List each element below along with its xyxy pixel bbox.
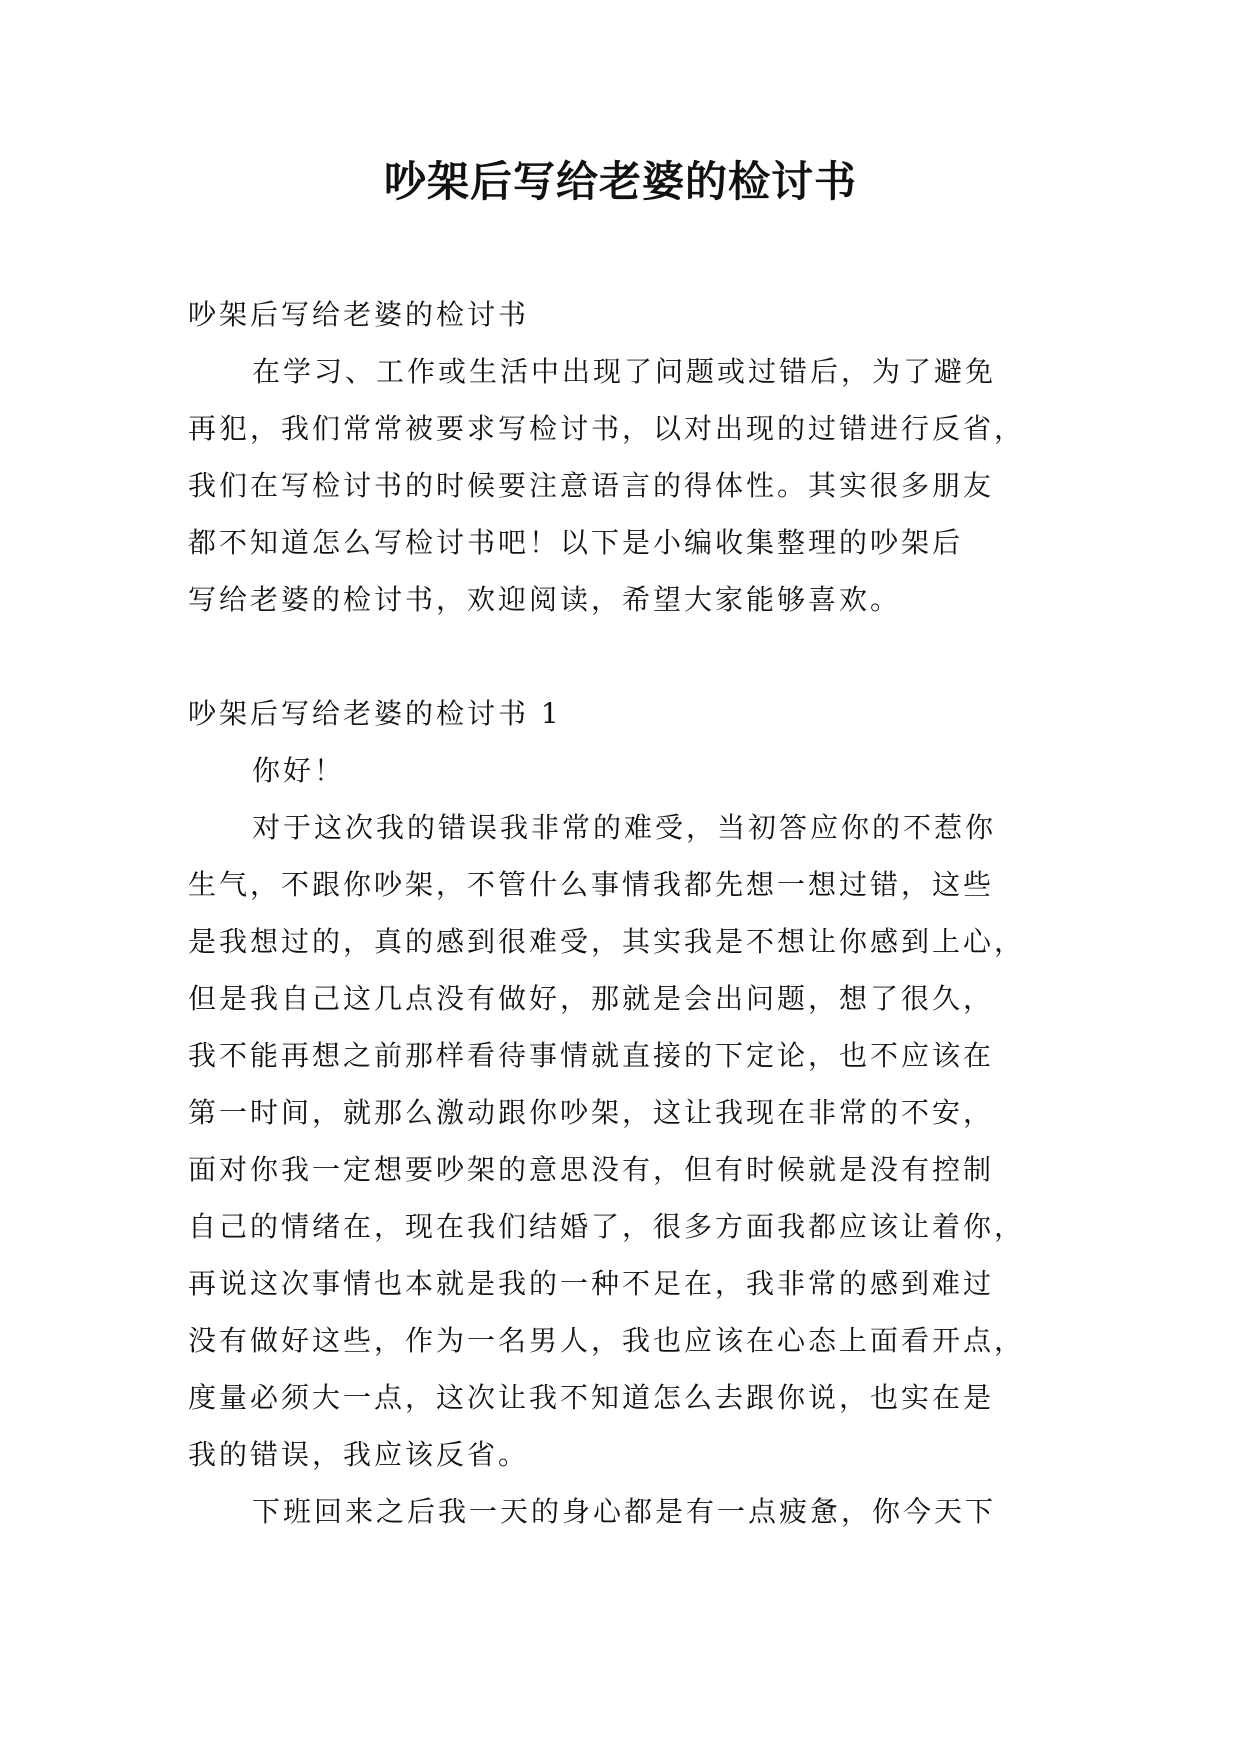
paragraph-line: 生气，不跟你吵架，不管什么事情我都先想一想过错，这些 [188, 868, 995, 901]
document-body [188, 286, 1052, 1540]
paragraph-line: 我不能再想之前那样看待事情就直接的下定论，也不应该在 [188, 1039, 995, 1072]
paragraph-line: 我的错误，我应该反省。 [188, 1438, 530, 1471]
document-subtitle: 吵架后写给老婆的检讨书 [188, 298, 530, 331]
paragraph-line: 第一时间，就那么激动跟你吵架，这让我现在非常的不安， [188, 1096, 995, 1129]
paragraph-line: 自己的情绪在，现在我们结婚了，很多方面我都应该让着你， [188, 1210, 1026, 1243]
paragraph-line: 下班回来之后我一天的身心都是有一点疲惫，你今天下 [252, 1495, 997, 1528]
document-title: 吵架后写给老婆的检讨书 [383, 157, 857, 206]
intro-line: 再犯，我们常常被要求写检讨书，以对出现的过错进行反省， [188, 412, 1026, 445]
paragraph-line: 对于这次我的错误我非常的难受，当初答应你的不惹你 [252, 811, 997, 844]
paragraph-line: 是我想过的，真的感到很难受，其实我是不想让你感到上心， [188, 925, 1026, 958]
paragraph-line: 再说这次事情也本就是我的一种不足在，我非常的感到难过 [188, 1267, 995, 1300]
intro-line: 我们在写检讨书的时候要注意语言的得体性。其实很多朋友 [188, 469, 995, 502]
paragraph-line: 面对你我一定想要吵架的意思没有，但有时候就是没有控制 [188, 1153, 995, 1186]
greeting: 你好！ [252, 754, 346, 787]
paragraph-line: 但是我自己这几点没有做好，那就是会出问题，想了很久， [188, 982, 995, 1015]
paragraph-line: 度量必须大一点，这次让我不知道怎么去跟你说，也实在是 [188, 1381, 995, 1414]
paragraph-line: 没有做好这些，作为一名男人，我也应该在心态上面看开点， [188, 1324, 1026, 1357]
intro-line: 在学习、工作或生活中出现了问题或过错后，为了避免 [252, 355, 997, 388]
section-heading: 吵架后写给老婆的检讨书 1 [188, 697, 562, 730]
intro-line: 都不知道怎么写检讨书吧！以下是小编收集整理的吵架后 [188, 526, 964, 559]
intro-line: 写给老婆的检讨书，欢迎阅读，希望大家能够喜欢。 [188, 583, 902, 616]
paragraph-gap [188, 628, 1052, 685]
